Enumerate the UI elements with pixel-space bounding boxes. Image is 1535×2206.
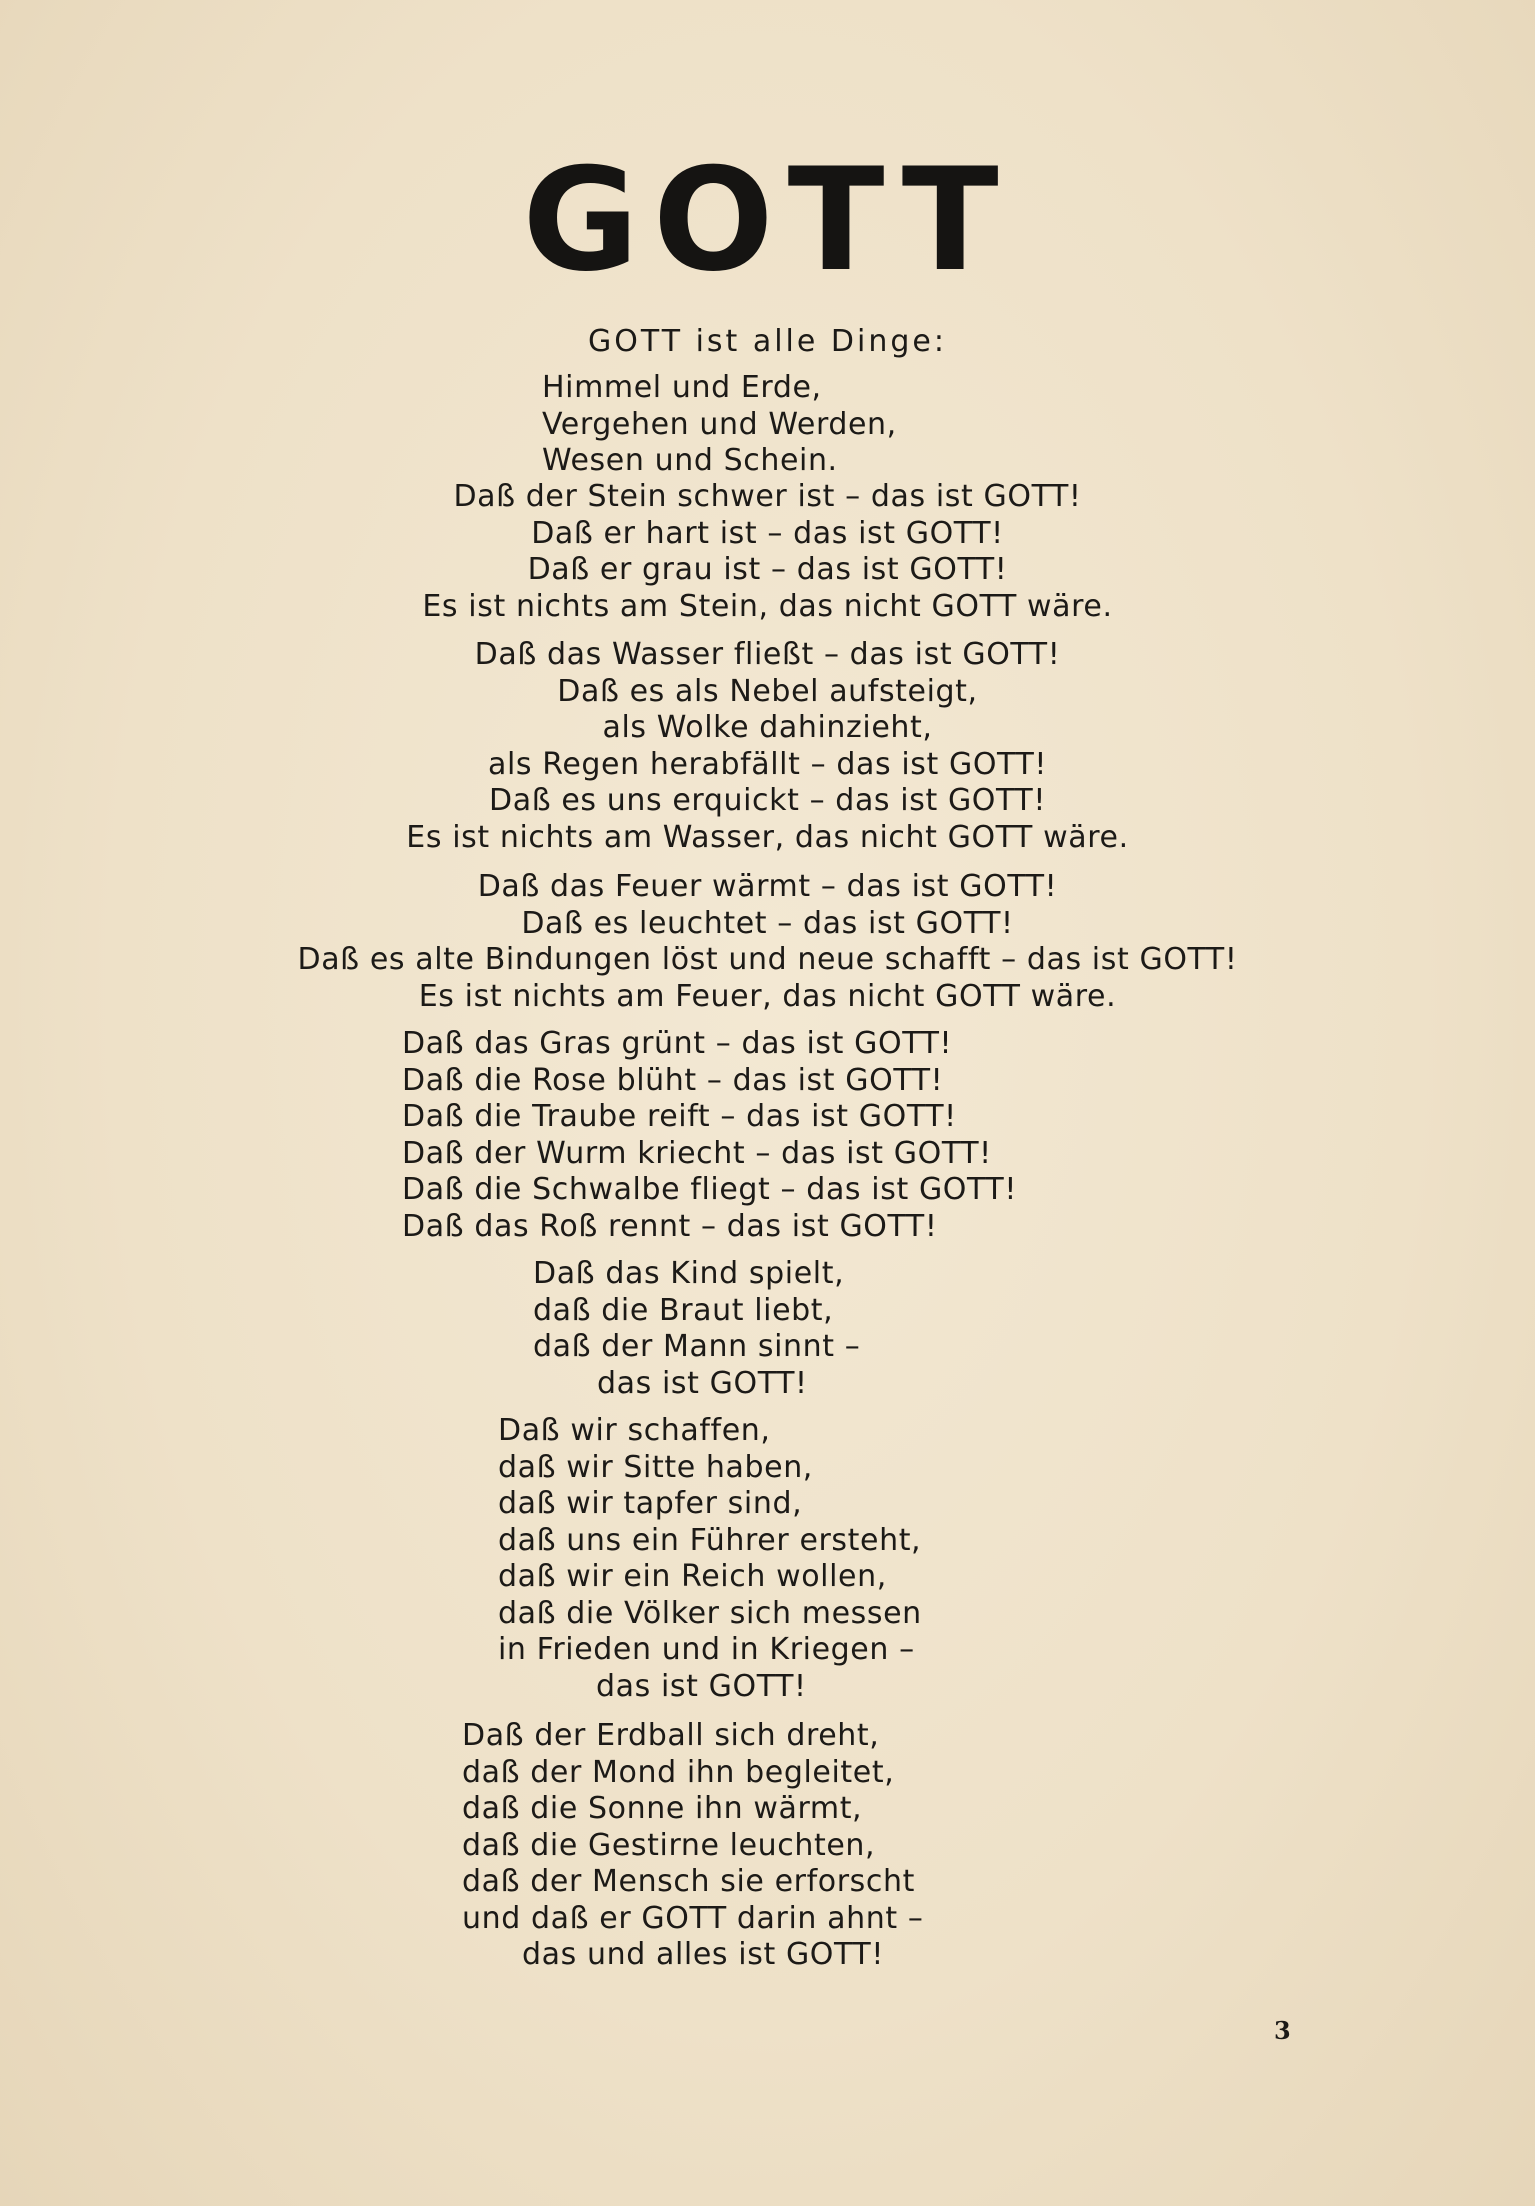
poem-line: Es ist nichts am Stein, das nicht GOTT wäre. xyxy=(422,588,1113,624)
poem-line: daß die Gestirne leuchten, xyxy=(462,1827,876,1863)
poem-line: Daß es als Nebel aufsteigt, xyxy=(557,673,978,709)
poem-line: daß die Braut liebt, xyxy=(533,1292,834,1328)
poem-line: Es ist nichts am Wasser, das nicht GOTT wäre. xyxy=(406,819,1129,855)
stanza-stein xyxy=(0,479,1535,625)
page-number: 3 xyxy=(1274,2016,1291,2045)
poem-line: das ist GOTT! xyxy=(596,1668,807,1704)
poem-line: daß der Mann sinnt – xyxy=(533,1329,861,1364)
poem-line: daß der Mond ihn begleitet, xyxy=(462,1754,895,1790)
poem-line: Daß das Roß rennt – das ist GOTT! xyxy=(402,1208,938,1244)
stanza-welt xyxy=(462,1718,923,1974)
poem-line: Vergehen und Werden, xyxy=(542,406,897,442)
poem-line: Daß es uns erquickt – das ist GOTT! xyxy=(489,783,1046,818)
poem-line: daß die Völker sich messen xyxy=(498,1595,922,1631)
stanza-wasser xyxy=(0,637,1535,856)
poem-line: Daß der Erdball sich dreht, xyxy=(462,1718,880,1753)
poem-line: daß wir ein Reich wollen, xyxy=(498,1559,887,1594)
poem-line: das und alles ist GOTT! xyxy=(522,1937,884,1972)
poem-line: als Wolke dahinzieht, xyxy=(602,710,933,745)
poem-line: Daß es alte Bindungen löst und neue schafft – das ist GOTT! xyxy=(297,942,1238,977)
stanza-intro xyxy=(542,370,897,480)
poem-line: daß uns ein Führer ersteht, xyxy=(498,1522,922,1558)
poem-line: Daß der Stein schwer ist – das ist GOTT! xyxy=(453,479,1082,514)
poem-line: Es ist nichts am Feuer, das nicht GOTT wäre. xyxy=(418,978,1117,1014)
poem-line: daß der Mensch sie erforscht xyxy=(462,1864,915,1899)
poem-line: Daß das Kind spielt, xyxy=(533,1256,845,1291)
poem-line: das ist GOTT! xyxy=(597,1365,808,1401)
poem-line: Daß er grau ist – das ist GOTT! xyxy=(527,552,1008,587)
poem-line: als Regen herabfällt – das ist GOTT! xyxy=(487,746,1048,782)
poem-line: Daß das Wasser fließt – das ist GOTT! xyxy=(474,637,1061,672)
poem-line: Himmel und Erde, xyxy=(542,370,822,405)
poem-line: Daß es leuchtet – das ist GOTT! xyxy=(521,905,1014,941)
poem-line: daß die Sonne ihn wärmt, xyxy=(462,1791,863,1826)
poem-line: Daß er hart ist – das ist GOTT! xyxy=(531,515,1004,551)
poem-line: Daß die Schwalbe fliegt – das ist GOTT! xyxy=(402,1172,1017,1207)
poem-line: daß wir Sitte haben, xyxy=(498,1449,813,1485)
page-title: GOTT xyxy=(522,138,1013,303)
poem-line: Daß die Traube reift – das ist GOTT! xyxy=(402,1099,957,1134)
poem-line: Daß das Gras grünt – das ist GOTT! xyxy=(402,1026,953,1061)
poem-line: in Frieden und in Kriegen – xyxy=(498,1632,915,1667)
poem-line: daß wir tapfer sind, xyxy=(498,1486,803,1521)
stanza-kind xyxy=(533,1256,860,1402)
poem-line: und daß er GOTT darin ahnt – xyxy=(462,1900,924,1936)
stanza-natur xyxy=(402,1026,1017,1245)
stanza-feuer xyxy=(0,869,1535,1015)
poem-line: Daß der Wurm kriecht – das ist GOTT! xyxy=(402,1135,992,1171)
poem-line: Wesen und Schein. xyxy=(542,443,838,478)
stanza-volk xyxy=(498,1413,922,1705)
poem-line: Daß die Rose blüht – das ist GOTT! xyxy=(402,1062,944,1098)
poem-line: Daß das Feuer wärmt – das ist GOTT! xyxy=(477,869,1058,904)
poem-line: Daß wir schaffen, xyxy=(498,1413,771,1448)
intro-line: GOTT ist alle Dinge: xyxy=(588,324,947,359)
